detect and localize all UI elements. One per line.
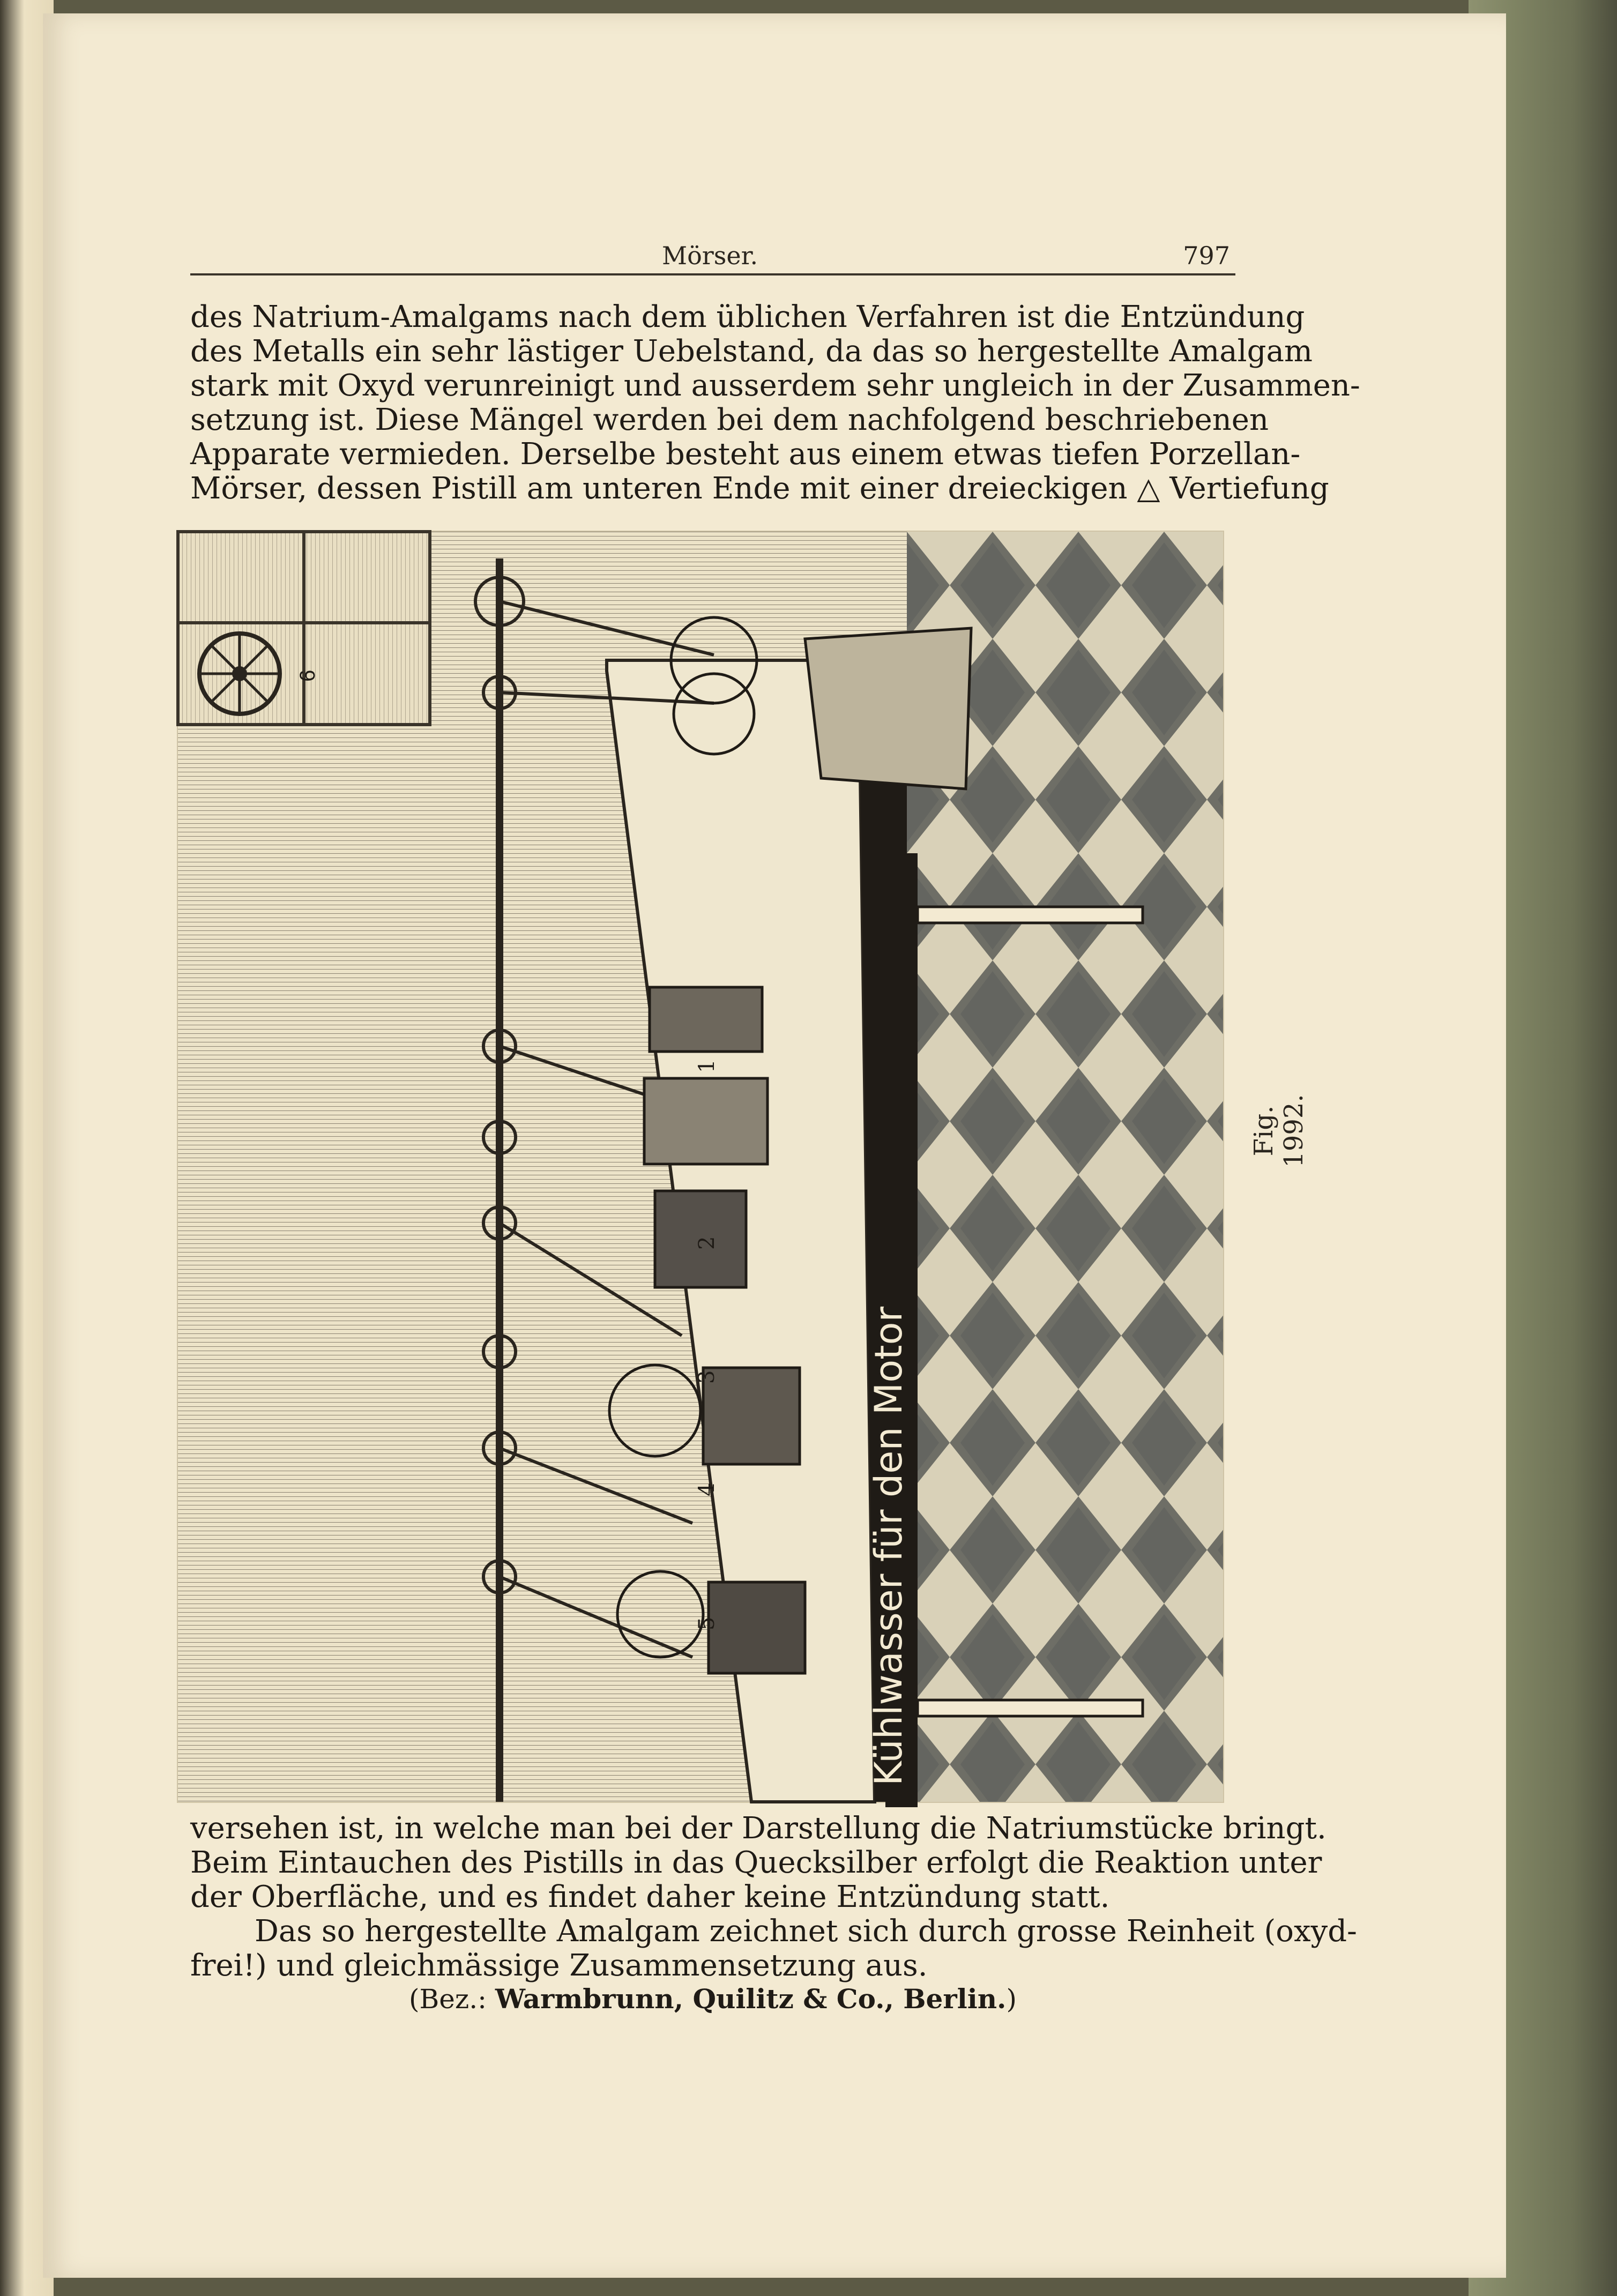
table-label: Kühlwasser für den Motor [867,1306,911,1786]
station-number: 1 [695,1059,719,1073]
amalgam-apparatus-illustration [178,532,1223,1802]
motor-label: 6 [296,669,319,682]
figure-caption: Fig. 1992. [1249,1094,1309,1168]
text-line: Apparate vermieden. Derselbe besteht aus einem etwas tiefen Porzellan- [190,437,1301,472]
credit-name: Warmbrunn, Quilitz & Co., Berlin. [495,1983,1007,2015]
text-line: des Natrium-Amalgams nach dem üblichen Verfahren ist die Entzündung [190,300,1305,334]
station-number: 2 [695,1236,719,1250]
text-line: des Metalls ein sehr lästiger Uebelstand, da das so hergestellte Amalgam [190,334,1313,369]
manufacturer-credit [190,1983,1235,2015]
text-line: Mörser, dessen Pistill am unteren Ende mit einer dreieckigen △ Vertiefung [190,471,1329,506]
page-number: 797 [1183,241,1230,270]
credit-suffix: ) [1006,1984,1017,2015]
paragraph-bottom [190,1811,1357,1983]
text-line: setzung ist. Diese Mängel werden bei dem nachfolgend beschriebenen [190,402,1269,437]
paragraph-top [190,300,1360,506]
credit-prefix: (Bez.: [409,1984,487,2015]
station-number: 4 [695,1482,719,1496]
text-line: stark mit Oxyd verunreinigt und ausserdem sehr ungleich in der Zusammen- [190,368,1360,403]
station-number: 3 [695,1370,719,1384]
text-line: Beim Eintauchen des Pistills in das Quecksilber erfolgt die Reaktion unter [190,1845,1322,1880]
station-number: 5 [695,1616,719,1630]
text-line: der Oberfläche, und es findet daher keine Entzündung statt. [190,1880,1110,1914]
text-line: Das so hergestellte Amalgam zeichnet sich durch grosse Reinheit (oxyd- [255,1914,1357,1949]
running-head: Mörser. [662,241,758,270]
text-line: versehen ist, in welche man bei der Darstellung die Natriumstücke bringt. [190,1811,1327,1846]
figure-engraving [177,531,1224,1803]
text-line: frei!) und gleichmässige Zusammensetzung aus. [190,1948,928,1983]
page-header [190,230,1235,275]
